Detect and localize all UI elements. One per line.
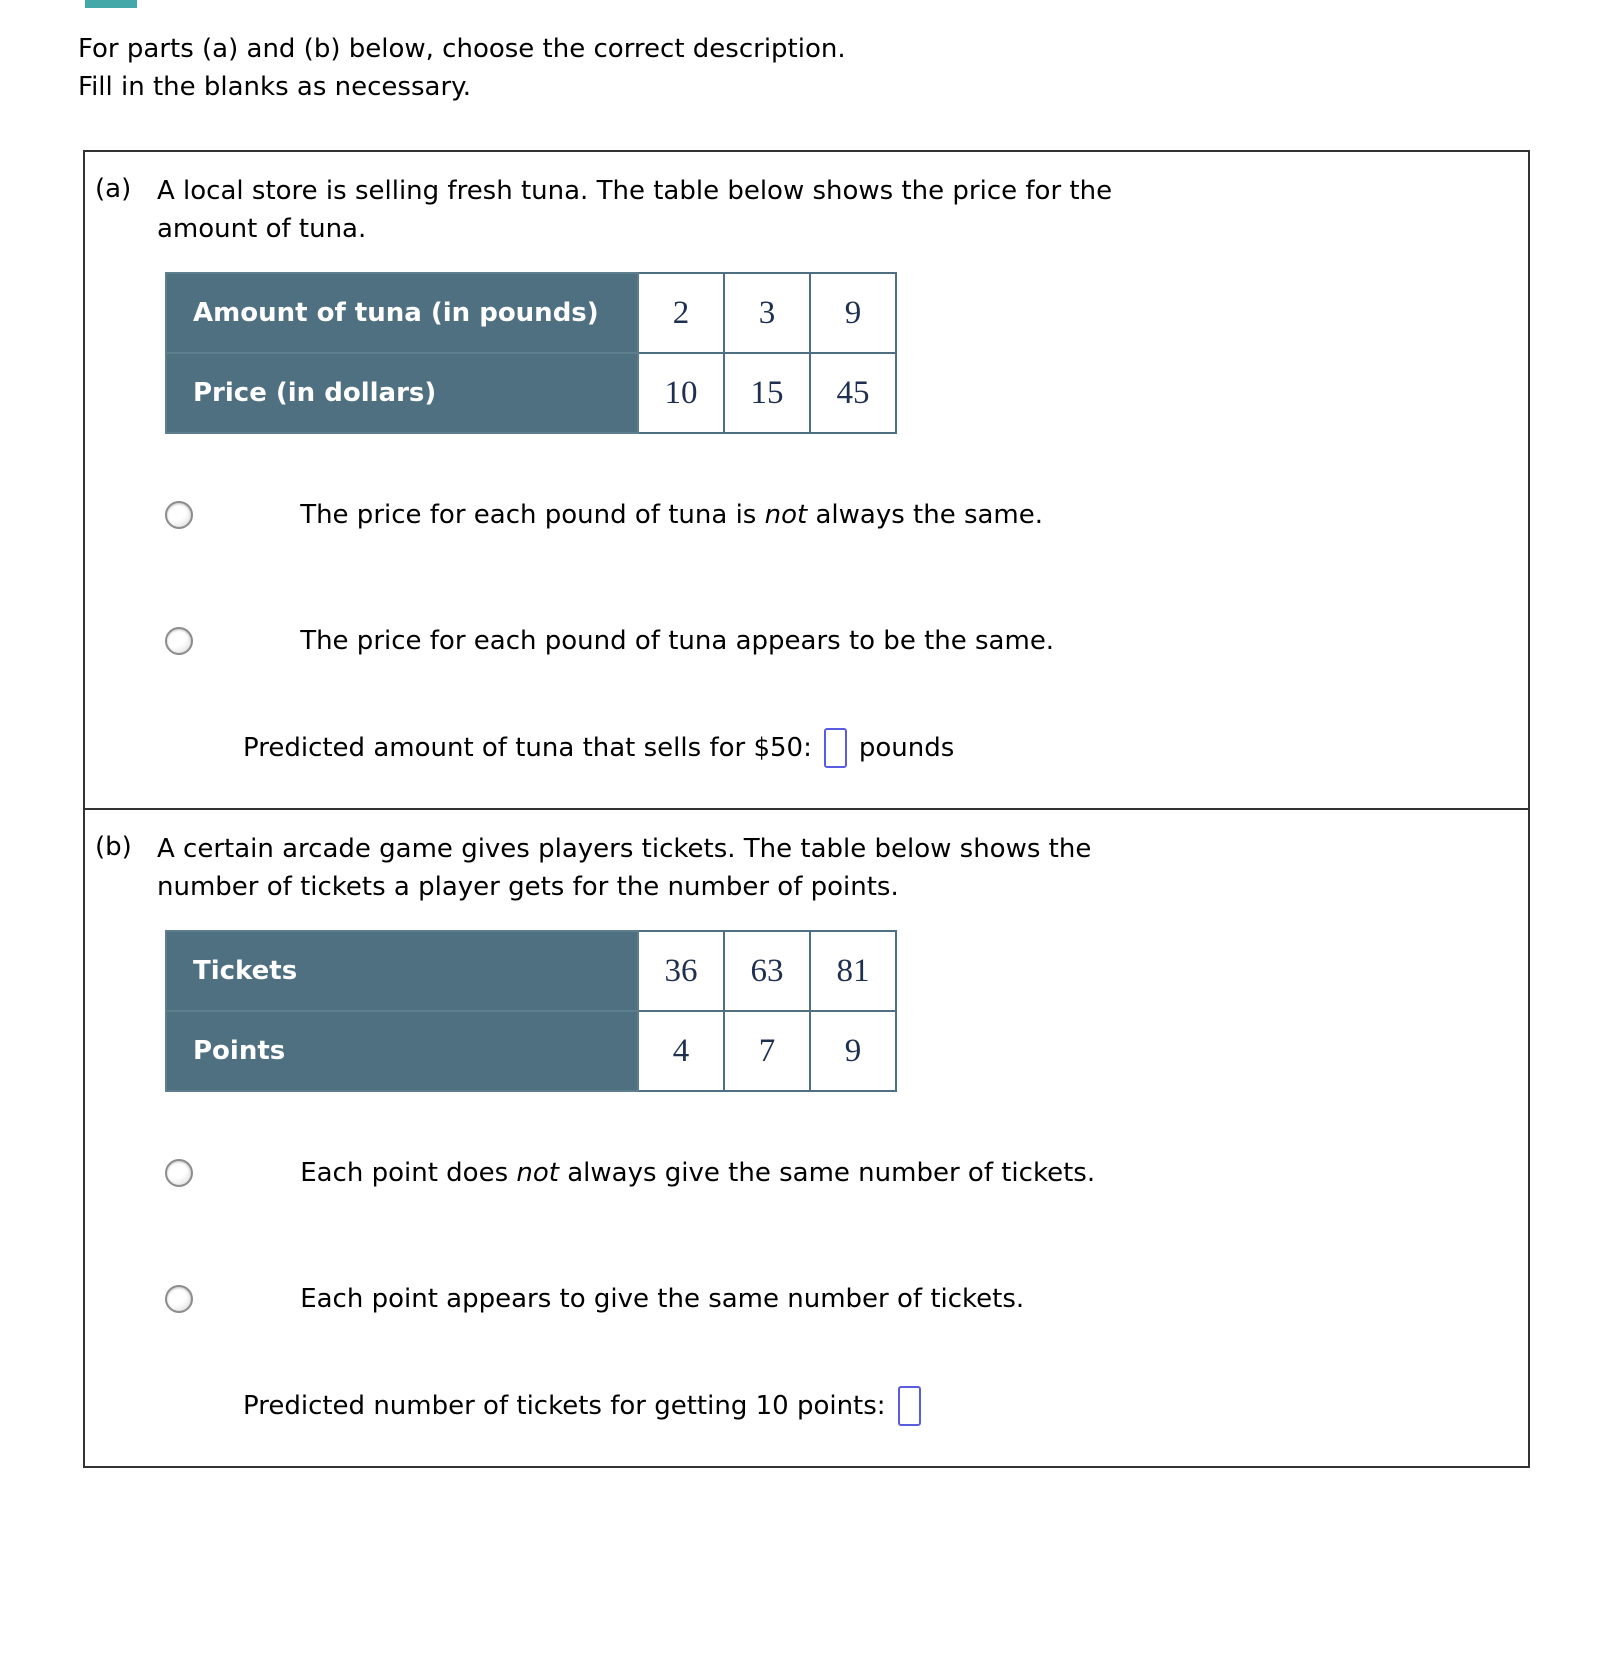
table-row — [166, 1011, 896, 1091]
part-a-option-1-label — [201, 470, 1043, 560]
part-b-option-1-label — [201, 1128, 1095, 1218]
table-row — [166, 931, 896, 1011]
row-header-amount-of-tuna: Amount of tuna (in pounds) — [166, 273, 638, 353]
part-a-option-2-label — [201, 596, 1054, 686]
radio-button-price-same[interactable] — [165, 627, 193, 655]
row-header-price: Price (in dollars) — [166, 353, 638, 433]
option-text-pre: Each point appears to give the same number of tickets. — [300, 1284, 1025, 1314]
option-text-italic: not — [764, 500, 808, 530]
part-a-option-2 — [165, 596, 1508, 686]
part-a-label: (a) — [95, 174, 132, 204]
tuna-amount-input[interactable] — [824, 728, 847, 768]
table-cell: 3 — [724, 273, 810, 353]
option-text-post: always the same. — [807, 500, 1044, 530]
part-b-label: (b) — [95, 832, 132, 862]
table-cell: 7 — [724, 1011, 810, 1091]
radio-button-tickets-same[interactable] — [165, 1285, 193, 1313]
question-area — [83, 150, 1530, 1468]
row-header-points: Points — [166, 1011, 638, 1091]
table-cell: 4 — [638, 1011, 724, 1091]
part-a-prompt-line-2: amount of tuna. — [157, 214, 367, 244]
radio-button-tickets-not-same[interactable] — [165, 1159, 193, 1187]
table-cell: 15 — [724, 353, 810, 433]
part-a-prediction — [243, 728, 1508, 768]
part-b-option-2 — [165, 1254, 1508, 1344]
tuna-price-table — [165, 272, 897, 434]
table-row — [166, 273, 896, 353]
option-text-pre: The price for each pound of tuna appears to be the same. — [300, 626, 1055, 656]
radio-button-price-not-same[interactable] — [165, 501, 193, 529]
row-header-tickets: Tickets — [166, 931, 638, 1011]
table-cell: 45 — [810, 353, 896, 433]
table-cell: 10 — [638, 353, 724, 433]
option-text-post: always give the same number of tickets. — [558, 1158, 1096, 1188]
table-cell: 36 — [638, 931, 724, 1011]
part-b-prompt — [157, 830, 1508, 906]
part-b-prediction — [243, 1386, 1508, 1426]
table-cell: 81 — [810, 931, 896, 1011]
table-cell: 9 — [810, 1011, 896, 1091]
tickets-number-input[interactable] — [898, 1386, 921, 1426]
part-a-prompt — [157, 172, 1508, 248]
part-b-box — [83, 808, 1530, 1468]
instructions-line-1: For parts (a) and (b) below, choose the correct description. — [78, 34, 846, 64]
option-text-pre: Each point does — [300, 1158, 517, 1188]
part-b-prompt-line-1: A certain arcade game gives players tickets. The table below shows the — [157, 834, 1092, 864]
table-cell: 63 — [724, 931, 810, 1011]
instructions — [0, 0, 1612, 106]
part-b-prediction-label: Predicted number of tickets for getting 10 points: — [243, 1391, 886, 1421]
part-a-box — [83, 150, 1530, 810]
table-cell: 2 — [638, 273, 724, 353]
cropped-top-element — [85, 0, 137, 8]
option-text-italic: not — [516, 1158, 559, 1188]
table-row — [166, 353, 896, 433]
option-text-pre: The price for each pound of tuna is — [300, 500, 765, 530]
part-a-prediction-suffix: pounds — [858, 733, 955, 763]
table-cell: 9 — [810, 273, 896, 353]
part-b-prompt-line-2: number of tickets a player gets for the number of points. — [157, 872, 899, 902]
part-b-option-1 — [165, 1128, 1508, 1218]
part-a-prediction-label: Predicted amount of tuna that sells for $50: — [243, 733, 812, 763]
instructions-line-2: Fill in the blanks as necessary. — [78, 72, 472, 102]
tickets-points-table — [165, 930, 897, 1092]
part-a-option-1 — [165, 470, 1508, 560]
part-b-option-2-label — [201, 1254, 1024, 1344]
part-a-prompt-line-1: A local store is selling fresh tuna. The table below shows the price for the — [157, 176, 1113, 206]
